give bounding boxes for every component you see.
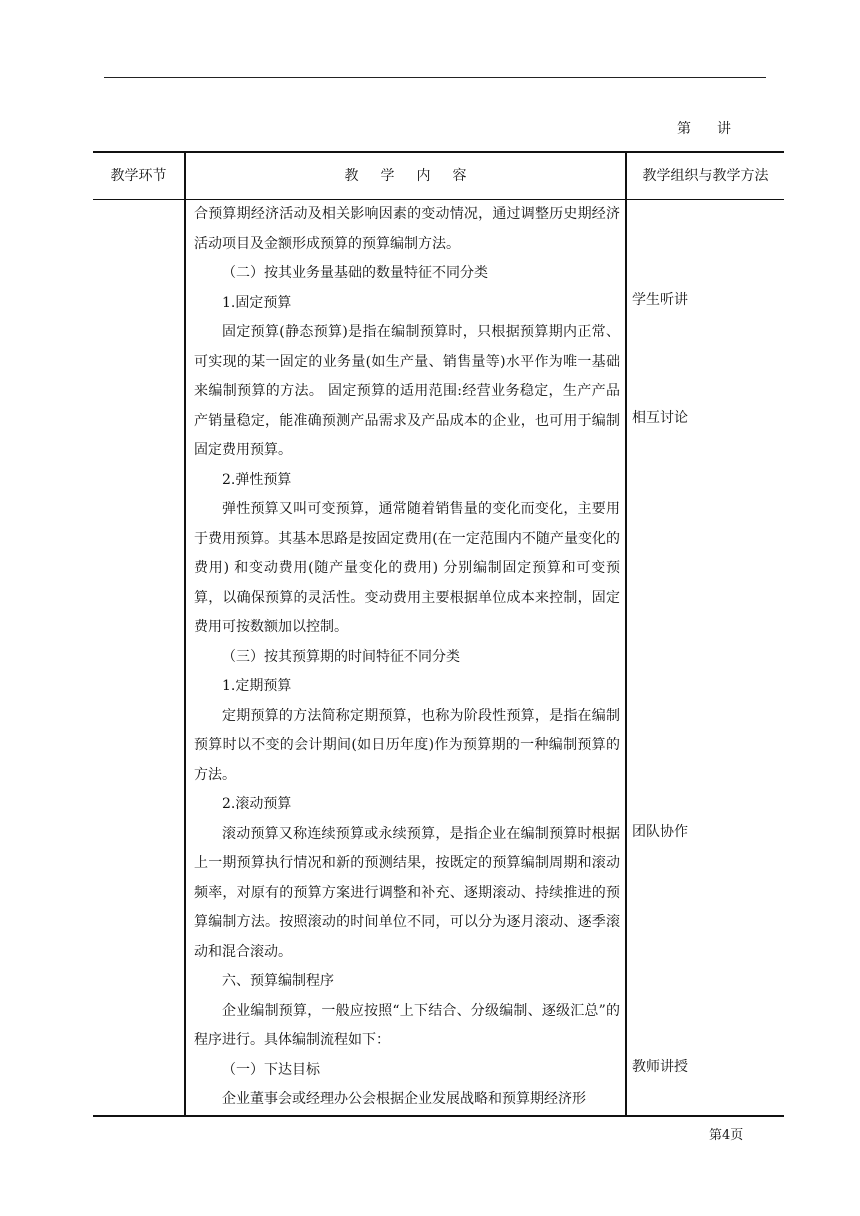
method-teacher-lecture: 教师讲授 [632,1059,688,1075]
content-paragraph: 固定预算(静态预算)是指在编制预算时，只根据预算期内正常、可实现的某一固定的业务量(如生产量、销售量等)水平作为唯一基础来编制预算的方法。 固定预算的适用范围:经营业务稳定，生产产品产销量稳定，能准确预测产品需求及产品成本的企业，也可用于编制固定费用预算。 [194,324,620,458]
content-paragraph: 企业董事会或经理办公会根据企业发展战略和预算期经济形 [222,1091,586,1107]
lecture-label [677,118,731,138]
header-rule [104,77,766,78]
content-paragraph: 企业编制预算，一般应按照“上下结合、分级编制、逐级汇总”的程序进行。具体编制流程如下： [194,1002,620,1048]
table-top-border [93,151,784,153]
table-column-divider-2 [625,151,627,1117]
content-heading: （一）下达目标 [222,1061,320,1078]
lecture-label-prefix: 第 [677,121,691,137]
content-paragraph: 滚动预算又称连续预算或永续预算，是指企业在编制预算时根据上一期预算执行情况和新的预测结果，按既定的预算编制周期和滚动频率，对原有的预算方案进行调整和补充、逐期滚动、持续推进的预算编制方法。按照滚动的时间单位不同，可以分为逐月滚动、逐季滚动和混合滚动。 [194,825,620,960]
method-student-listening: 学生听讲 [632,292,688,308]
method-mutual-discussion: 相互讨论 [632,410,688,426]
lecture-label-suffix: 讲 [717,121,731,137]
method-team-collaboration: 团队协作 [632,824,688,840]
content-heading: 六、预算编制程序 [222,973,334,989]
page-number: 第4页 [709,1128,744,1143]
column-header-teaching-stage: 教学环节 [110,168,167,184]
table-bottom-border [93,1115,784,1117]
column-header-teaching-method: 教学组织与教学方法 [642,168,769,184]
content-subheading: 1.固定预算 [222,294,292,311]
content-heading: （二）按其业务量基础的数量特征不同分类 [222,265,488,281]
teaching-content [194,200,620,1115]
content-paragraph: 合预算期经济活动及相关影响因素的变动情况，通过调整历史期经济活动项目及金额形成预算的预算编制方法。 [194,206,620,252]
content-subheading: 2.滚动预算 [222,796,292,812]
content-paragraph: 弹性预算又叫可变预算，通常随着销售量的变化而变化，主要用于费用预算。其基本思路是按固定费用(在一定范围内不随产量变化的费用) 和变动费用(随产量变化的费用) 分别编制固定预算和可变预算，以确保预算的灵活性。变动费用主要根据单位成本来控制，固定费用可按数额加以控制。 [194,501,620,635]
content-heading: （三）按其预算期的时间特征不同分类 [222,648,460,665]
table-column-divider-1 [184,151,186,1117]
content-subheading: 1.定期预算 [222,678,292,694]
content-paragraph: 定期预算的方法简称定期预算，也称为阶段性预算，是指在编制预算时以不变的会计期间(如日历年度)作为预算期的一种编制预算的方法。 [194,707,620,783]
content-subheading: 2.弹性预算 [222,471,292,488]
column-header-teaching-content: 教学内容 [344,168,489,184]
